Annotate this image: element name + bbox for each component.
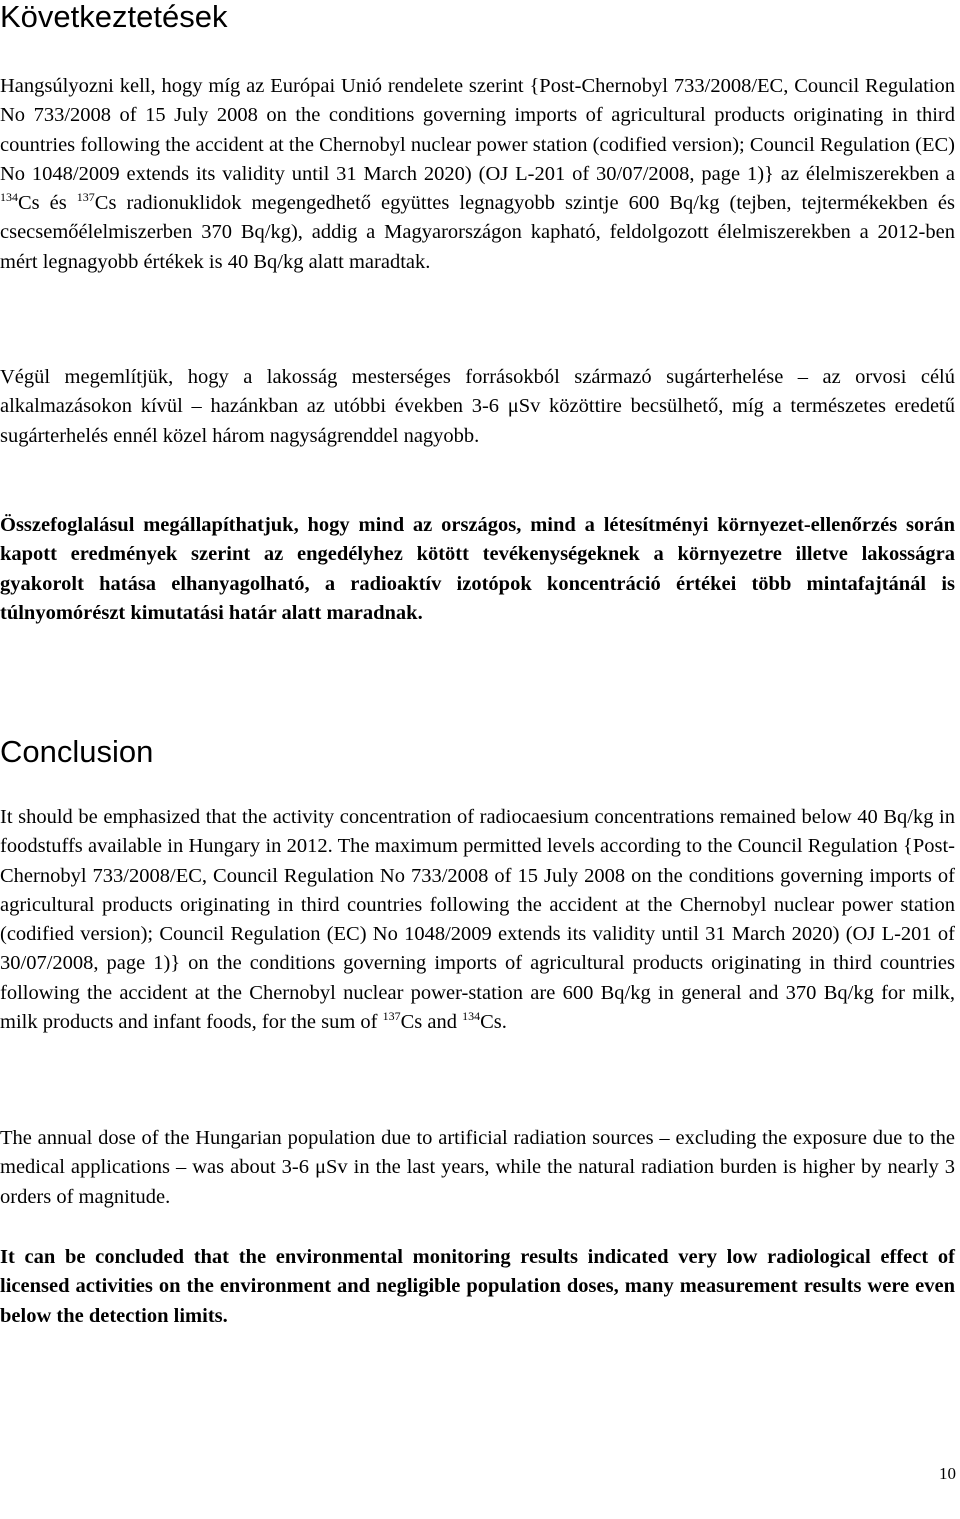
en-p1-text-a: It should be emphasized that the activity concentration of radiocaesium concentrations remained below 40 Bq/kg in foodstuffs available in Hungary in 2012. The maximum permitted levels according to the Council Regulation {Post-Chernobyl 733/2008/EC, Council Regulation No 733/2008 of 15 July 2008 on the conditions governing imports of agricultural products originating in third countries following the accident at the Chernobyl nuclear power station (codified version); Council Regulation (EC) No 1048/2009 extends its validity until 31 March 2020) (OJ L-201 of 30/07/2008, page 1)} on the conditions governing imports of agricultural products originating in third countries following the accident at the Chernobyl nuclear power-station are 600 Bq/kg in general and 370 Bq/kg for milk, milk products and infant foods, for the sum of — [0, 806, 955, 1034]
hu-p1-text-c: Cs radionuklidok megengedhető együttes legnagyobb szintje 600 Bq/kg (tejben, tejtermékekben és csecsemőélelmiszerben 370 Bq/kg), addig a Magyarországon kapható, feldolgozott élelmiszerekben a 2012-ben mért legnagyobb értékek is 40 Bq/kg alatt maradtak. — [0, 192, 956, 273]
heading-conclusion: Conclusion — [0, 734, 154, 769]
en-paragraph-2: The annual dose of the Hungarian population due to artificial radiation sources – excluding the exposure due to the medical applications – was about 3-6 μSv in the last years, while the natural radiation burden is higher by nearly 3 orders of magnitude. — [0, 1127, 955, 1208]
hu-p1-text-a: Hangsúlyozni kell, hogy míg az Európai Unió rendelete szerint {Post-Chernobyl 733/2008/EC, Council Regulation No 733/2008 of 15 July 2008 on the conditions governing imports of agricultural products originating in third countries following the accident at the Chernobyl nuclear power station (codified version); Council Regulation (EC) No 1048/2009 extends its validity until 31 March 2020) (OJ L-201 of 30/07/2008, page 1)} az élelmiszerekben a — [0, 75, 955, 185]
hu-paragraph-summary: Összefoglalásul megállapíthatjuk, hogy mind az országos, mind a létesítményi környezet-ellenőrzés során kapott eredmények szerint az engedélyhez kötött tevékenységeknek a környezetre illetve lakosságra gyakorolt hatása elhanyagolható, a radioaktív izotópok koncentráció értékei több mintafajtánál is túlnyomórészt kimutatási határ alatt maradnak. — [0, 514, 955, 624]
en-p1-sup-137: 137 — [382, 1009, 401, 1024]
heading-kovetkeztetesek: Következtetések — [0, 0, 228, 34]
hu-p1-sup-134: 134 — [0, 190, 18, 205]
hu-paragraph-2: Végül megemlítjük, hogy a lakosság mesterséges forrásokból származó sugárterhelése – az orvosi célú alkalmazásokon kívül – hazánkban az utóbbi években 3-6 μSv közöttire becsülhető, míg a természetes eredetű sugárterhelés ennél közel három nagyságrenddel nagyobb. — [0, 366, 955, 447]
hu-p1-text-b: Cs és — [18, 192, 77, 215]
en-paragraph-summary: It can be concluded that the environmental monitoring results indicated very low radiological effect of licensed activities on the environment and negligible population doses, many measurement results were even below the detection limits. — [0, 1246, 955, 1327]
en-p1-text-c: Cs. — [480, 1011, 507, 1034]
hu-paragraph-1 — [0, 72, 955, 277]
page-number: 10 — [939, 1464, 956, 1483]
en-p1-sup-134: 134 — [462, 1009, 481, 1024]
en-p1-text-b: Cs and — [400, 1011, 463, 1034]
en-paragraph-1 — [0, 803, 955, 1037]
hu-p1-sup-137: 137 — [76, 190, 95, 205]
